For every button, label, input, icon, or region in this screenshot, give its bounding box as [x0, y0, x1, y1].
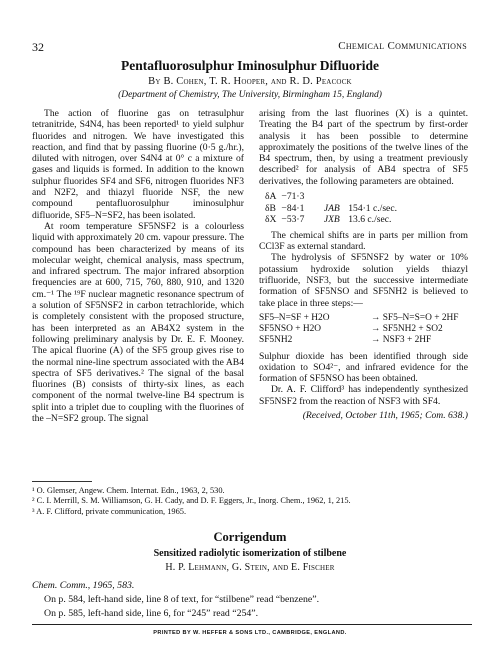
reference-item: ³ A. F. Clifford, private communication, 1965.	[32, 506, 187, 516]
shift-symbol: δX	[265, 214, 277, 226]
corrigendum-authors: H. P. Lehmann, G. Stein, and E. Fischer	[165, 562, 335, 573]
equation-left: SF5–N=SF + H2O	[259, 312, 330, 323]
received-date: (Received, October 11th, 1965; Com. 638.)	[302, 410, 468, 422]
paragraph: The action of fluorine gas on tetrasulphur tetranitride, S4N4, has been reported¹ to yield sulphur fluorides and nitrogen. We have investigated this reaction, and find that by passing fluorine (0·5 g./hr.), diluted with nitrogen, over S4N4 at 0° c a mixture of gases and liquids is formed. In addition to the known sulphur fluorides SF4 and SF6, nitrogen fluorides NF3 and N2F2, and thiazyl fluoride NSF, the new compound pentafluorosulphur iminosulphur difluoride, SF5–N=SF2, has been isolated.	[32, 108, 244, 221]
paragraph: The chemical shifts are in parts per million from CCl3F as external standard.	[259, 229, 468, 253]
coupling-label: JAB	[323, 202, 340, 214]
corrigendum-correction: On p. 584, left-hand side, line 8 of text, for “stilbene” read “benzene”.	[44, 594, 320, 605]
corrigendum-subtitle: Sensitized radiolytic isomerization of stilbene	[153, 548, 347, 559]
reaction-equations	[259, 313, 468, 347]
left-column	[32, 108, 244, 424]
paragraph: At room temperature SF5NSF2 is a colourless liquid with approximately 20 cm. vapour pressure. The compound has been characterized by means of its molecular weight, chemical analysis, mass spectrum, and infrared spectrum. The major infrared absorption frequencies are at 600, 715, 760, 880, 910, and 1320 cm.⁻¹ The ¹⁹F nuclear magnetic resonance spectrum of a solution of SF5NSF2 in carbon tetrachloride, which is completely consistent with the proposed structure, has been interpreted as an AB4X2 system in the following preliminary analysis by Dr. E. F. Mooney. The apical fluorine (A) of the SF5 group gives rise to the normal nine-line spectrum associated with the AB4 spectra of SF5 derivatives.² The signal of the basal fluorines (B) consists of thirty-six lines, as each component of the normal twelve-line B4 spectrum is split into a triplet due to coupling with the fluorines of the –N=SF2 group. The signal	[32, 220, 244, 425]
paragraph: Dr. A. F. Clifford³ has independently synthesized SF5NSF2 from the reaction of NSF3 with SF4.	[259, 384, 468, 407]
corrigendum-correction: On p. 585, left-hand side, line 6, for “245” read “254”.	[44, 608, 259, 619]
printer-imprint: PRINTED BY W. HEFFER & SONS LTD., CAMBRIDGE, ENGLAND.	[153, 630, 347, 636]
right-column	[259, 108, 468, 421]
equation-right: → SF5NH2 + SO2	[371, 324, 443, 335]
article-title: Pentafluorosulphur Iminosulphur Difluoride	[120, 58, 380, 73]
shift-symbol: δA	[265, 191, 277, 203]
coupling-label: JXB	[323, 214, 340, 226]
shift-value: −71·3	[281, 191, 305, 203]
corrigendum-heading: Corrigendum	[213, 530, 287, 544]
paragraph: Sulphur dioxide has been identified through side oxidation to SO4²⁻, and infrared evidence for the formation of SF5NSO has been obtained.	[259, 350, 468, 385]
equation-right: → NSF3 + 2HF	[371, 335, 432, 346]
shift-row	[265, 203, 468, 215]
reference-item: ² C. I. Merrill, S. M. Williamson, G. H. Cady, and D. F. Eggers, Jr., Inorg. Chem., 1962, 1, 215.	[32, 496, 351, 506]
footer-divider	[32, 624, 472, 625]
coupling-value: 154·1 c./sec.	[348, 202, 397, 214]
corrigendum-reference: Chem. Comm., 1965, 583.	[32, 580, 135, 591]
shift-symbol: δB	[265, 202, 276, 214]
references	[32, 486, 472, 517]
paragraph: The hydrolysis of SF5NSF2 by water or 10% potassium hydroxide solution yields thiazyl trifluoride, NSF3, but the successive intermediate formation of SF5NSO and SF5NH2 is believed to take place in three steps:—	[259, 252, 468, 309]
coupling-value: 13.6 c./sec.	[348, 214, 392, 226]
shift-value: −53·7	[281, 214, 305, 226]
reference-item: ¹ O. Glemser, Angew. Chem. Internat. Edn., 1963, 2, 530.	[32, 486, 225, 495]
equation-row	[259, 313, 468, 324]
article-affiliation: (Department of Chemistry, The University, Birmingham 15, England)	[118, 90, 382, 100]
equation-row	[259, 335, 468, 346]
page-number: 32	[32, 40, 44, 54]
chemical-shift-table	[265, 191, 468, 226]
shift-row	[265, 191, 468, 203]
equation-right: → SF5–N=S=O + 2HF	[371, 312, 459, 323]
equation-row	[259, 324, 468, 335]
paragraph: arising from the last fluorines (X) is a quintet. Treating the B4 part of the spectrum by first-order analysis it has been possible to determine approximately the positions of the twelve lines of the B4 spectrum, then, by using a treatment previously described² for analysis of AB4 spectra of SF5 derivatives, the following parameters are obtained.	[259, 108, 468, 187]
journal-name: Chemical Communications	[338, 40, 467, 52]
equation-left: SF5NSO + H2O	[259, 324, 322, 335]
footnote-divider	[32, 481, 92, 482]
shift-value: −84·1	[281, 202, 305, 214]
article-authors: By B. Cohen, T. R. Hooper, and R. D. Peacock	[148, 76, 352, 87]
shift-row	[265, 214, 468, 226]
equation-left: SF5NH2	[259, 335, 293, 346]
